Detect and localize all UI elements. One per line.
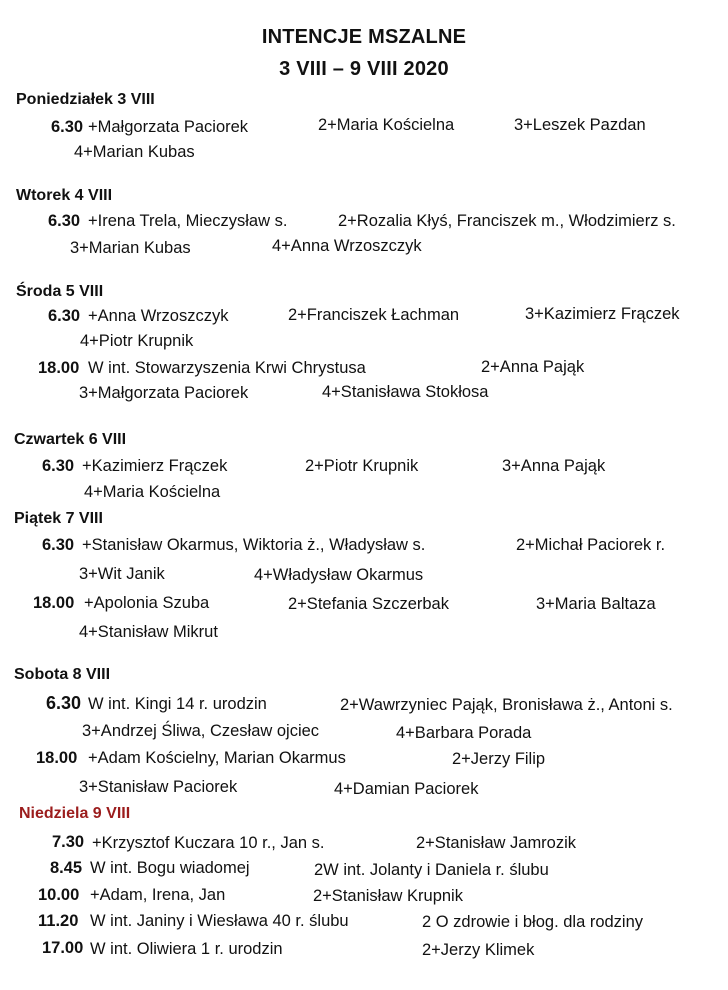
intention: 2 O zdrowie i błog. dla rodziny xyxy=(422,913,644,931)
intention: +Krzysztof Kuczara 10 r., Jan s. xyxy=(92,834,325,852)
intention: +Apolonia Szuba xyxy=(84,594,210,612)
intention: 2+Franciszek Łachman xyxy=(288,306,460,324)
intention: 4+Władysław Okarmus xyxy=(254,566,424,584)
mass-hour: 7.30 xyxy=(52,833,85,851)
intention: 3+Marian Kubas xyxy=(70,239,191,257)
intention: W int. Bogu wiadomej xyxy=(90,859,250,877)
intention: +Irena Trela, Mieczysław s. xyxy=(88,212,288,230)
intention: 2+Maria Kościelna xyxy=(318,116,455,134)
intention: 2W int. Jolanty i Daniela r. ślubu xyxy=(314,861,549,879)
intention: 3+Anna Pająk xyxy=(502,457,606,475)
intention: 4+Piotr Krupnik xyxy=(80,332,194,350)
intention: +Stanisław Okarmus, Wiktoria ż., Władysław s. xyxy=(82,536,426,554)
intention: +Kazimierz Frączek xyxy=(82,457,228,475)
intention: 2+Stefania Szczerbak xyxy=(288,595,449,613)
intention: 3+Stanisław Paciorek xyxy=(79,778,238,796)
intention: +Małgorzata Paciorek xyxy=(88,118,249,136)
intention: 3+Kazimierz Frączek xyxy=(525,305,680,323)
mass-hour: 10.00 xyxy=(38,886,80,904)
intention: 2+Michał Paciorek r. xyxy=(516,536,666,554)
mass-hour: 8.45 xyxy=(50,859,83,877)
day-sunday: Niedziela 9 VIII xyxy=(19,805,131,822)
mass-hour: 6.30 xyxy=(51,118,84,136)
intention: 4+Stanisława Stokłosa xyxy=(322,383,489,401)
intention: 2+Stanisław Jamrozik xyxy=(416,834,577,852)
intention: 4+Stanisław Mikrut xyxy=(79,623,218,641)
intention: +Anna Wrzoszczyk xyxy=(88,307,229,325)
intention: 3+Wit Janik xyxy=(79,565,165,583)
mass-hour: 18.00 xyxy=(36,749,78,767)
mass-hour: 6.30 xyxy=(48,307,81,325)
intention: 4+Anna Wrzoszczyk xyxy=(272,237,422,255)
intention: 3+Maria Baltaza xyxy=(536,595,656,613)
day-monday: Poniedziałek 3 VIII xyxy=(16,91,155,108)
intention: 4+Maria Kościelna xyxy=(84,483,221,501)
intention: 3+Małgorzata Paciorek xyxy=(79,384,249,402)
day-saturday: Sobota 8 VIII xyxy=(14,666,111,683)
intention: 3+Andrzej Śliwa, Czesław ojciec xyxy=(82,722,320,740)
intention: +Adam Kościelny, Marian Okarmus xyxy=(88,749,346,767)
intention: 4+Barbara Porada xyxy=(396,724,532,742)
intention: 2+Piotr Krupnik xyxy=(305,457,419,475)
intention: W int. Janiny i Wiesława 40 r. ślubu xyxy=(90,912,349,930)
intention: W int. Kingi 14 r. urodzin xyxy=(88,695,267,713)
day-wednesday: Środa 5 VIII xyxy=(16,283,104,300)
mass-hour: 18.00 xyxy=(33,594,75,612)
mass-hour: 18.00 xyxy=(38,359,80,377)
date-range: 3 VIII – 9 VIII 2020 xyxy=(279,58,449,80)
intention: 2+Rozalia Kłyś, Franciszek m., Włodzimierz s. xyxy=(338,212,676,230)
mass-hour: 6.30 xyxy=(46,693,82,713)
day-friday: Piątek 7 VIII xyxy=(14,510,103,527)
intention: 2+Jerzy Klimek xyxy=(422,941,535,959)
day-thursday: Czwartek 6 VIII xyxy=(14,431,127,448)
intention: W int. Stowarzyszenia Krwi Chrystusa xyxy=(88,359,366,377)
mass-hour: 6.30 xyxy=(42,457,75,475)
intention: 2+Wawrzyniec Pająk, Bronisława ż., Antoni s. xyxy=(340,696,673,714)
page-title: INTENCJE MSZALNE xyxy=(261,26,467,48)
intention: +Adam, Irena, Jan xyxy=(90,886,226,904)
day-tuesday: Wtorek 4 VIII xyxy=(16,187,113,204)
intention: 4+Marian Kubas xyxy=(74,143,195,161)
intention: 2+Jerzy Filip xyxy=(452,750,546,768)
intention: 4+Damian Paciorek xyxy=(334,780,479,798)
intention: 3+Leszek Pazdan xyxy=(514,116,646,134)
mass-hour: 11.20 xyxy=(38,912,79,930)
intention: 2+Stanisław Krupnik xyxy=(313,887,463,905)
intention: W int. Oliwiera 1 r. urodzin xyxy=(90,940,283,958)
intention: 2+Anna Pająk xyxy=(481,358,585,376)
mass-hour: 17.00 xyxy=(42,939,84,957)
mass-hour: 6.30 xyxy=(48,212,81,230)
mass-hour: 6.30 xyxy=(42,536,75,554)
